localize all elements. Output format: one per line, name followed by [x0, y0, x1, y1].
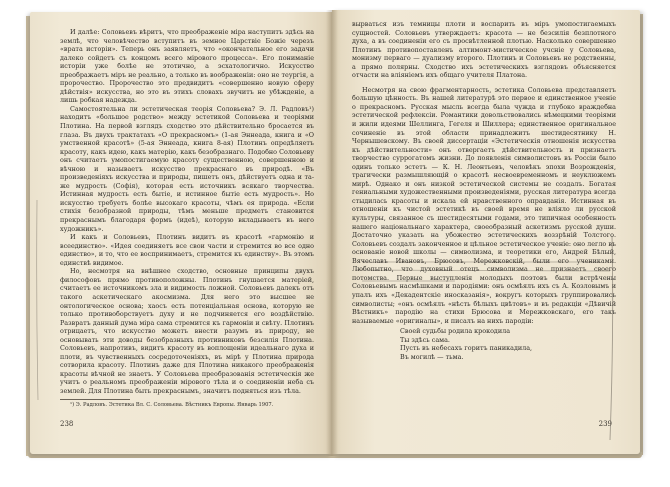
paragraph: И какъ и Соловьевъ, Плотинъ видитъ въ красотѣ «гармонію и всеединство». «Идея соединяетъ все свои части и стремится во все одно единство», и то, что ее воспринимаетъ, стремится къ единству». Въ этомъ единствѣ видимое.: [60, 233, 314, 267]
paragraph: Но, несмотря на внѣшнее сходство, основные принципы двухъ философовъ прямо противоположны. Плотинъ гнушается матеріей, считаетъ ее источникомъ зла и видимость ложной. Соловьевъ далекъ отъ такого аскетическаго акосмизма. Для него это высшее не онтологическое основа; хаосъ есть потенціальная основа, которую не только противоборствуетъ духу и не подчиняется его воздѣйствію. Развратъ данный дума міра сама стремится къ гармоніи и свѣту. Плотинъ отрицаетъ, что искусство можетъ внести разумъ въ природу, не основывать эти доводы безобразныхъ противниковъ безсилія Плотина. Соловьевъ, напротивъ, видитъ красоту въ воплощеніи идеальнаго духа и плоти, въ чувственныхъ сосредоточеніяхъ, въ мірѣ у Плотина природа сотворила красоту. Плотинъ даже для Плотина никакого преображенія красоты вѣчной не знаетъ. У Соловьева преобразованія эстетическія же учитъ о реальномъ преображеніи мірового тѣла и о соединеніи неба съ землей. Для Плотина быть прекраснымъ, значитъ подняться изъ тѣла.: [60, 267, 314, 395]
poem-line: Въ могилѣ — тьма.: [400, 352, 464, 361]
footnote: ¹) Э. Радловъ. Эстетика Вл. С. Соловьева. Вѣстникъ Европы. Январь 1907.: [70, 401, 274, 408]
right-page-text: [352, 20, 616, 361]
page-number-right: 239: [598, 420, 612, 428]
paragraph: И далѣе: Соловьевъ вѣритъ, что преображеніе міра наступитъ здѣсь на землѣ, что человѣчество вступитъ въ земное Царствіе Божіе черезъ «врата исторіи». Теперь онъ заявляетъ, что «окончательное его задачи далеко сойдетъ съ концомъ всего мірового процесса». Его пониманіе исторіи уже болѣе не этотично, а эсхатологично. Искусство преображаетъ міръ не реально, а только въ воображеніи: оно не теургія, а пророчество. Пророчество это предвидитъ «совершенно новую сферу дѣйствія» искусства, но это въ этихъ словахъ звучитъ не убѣжденіе, а лишь робкая надежда.: [60, 28, 314, 105]
footnote-rule: [60, 399, 130, 400]
poem-line: Ты здѣсь сама.: [400, 335, 450, 344]
paragraph: вырваться изъ темницы плоти и воспарить въ міръ умопостигаемыхъ сущностей. Соловьевъ утверждаетъ: красота — не безсилія безплотного духа, а въ соединеніи его съ просвѣтленной плотью. Насколько совершенно Плотинъ противопоставленъ алтимонт-мистическое учсніе у Соловьева, монизму перваго — дуализму второго. Плотинъ и Соловьевъ не родственны, а прямо полярны. Сходство ихъ эстетическихъ взглядовъ объясняется отчасти на вліяніемъ ихъ общаго учителя Платона.: [352, 20, 616, 80]
paragraph: Несмотря на свою фрагментарность, эстетика Соловьева представляетъ большую цѣнность. Въ нашей литературѣ это первое и единственное ученіе о прекрасномъ. Русская мысль всегда была чужда и глубоко враждебна эстетической рефлексіи. Романтики довольствовались нѣмецкими теоріями и жили идеями Шеллинга, Гегеля и Шиллера; единственное оригинальное сочиненіе въ этой области принадлежитъ шестидесятнику Н. Чернышевскому. Въ своей диссертаціи «Эстетическія отношенія искусства къ дѣйствительности» онъ отвергаетъ дѣйствительность и признаетъ творчество суррогатомъ жизни. До появленія символистовъ въ Россіи было одинъ только эстетъ — К. Н. Леонтьевъ, человѣкъ эпохи Возрожденія, трагически размышляющій о красотѣ несвоевременномъ и неуклюжемъ мирѣ. Однако и онъ низкой эстетической системы не создалъ. Богатая гениальными художественными произведеніями, русская литература всегда стыдилась красоты и искала ей нравственного оправданія. Истинная въ отношеніи къ чистой эстетикѣ въ своей время не вліяло ли русской культуры, связанное съ шестидесятыми годами, это типичная особенность нашего національнаго характера, своеобразный аскетизмъ русской души. Достаточно указать на убожество эстетическихъ воззрѣній Толстого. Соловьевъ создалъ законченное и цѣльное эстетическое ученіе: оно легло въ основаніе новой школы — символизма, и теоретики его, Андрей Бѣлый, Вячеславъ Ивановъ, Брюсовъ, Мережковскій, были его учениками. Любопытно, что духовный отецъ символизма не признаетъ своего потомства. Первые выступленія молодыхъ поэтовъ были встрѣчены Соловьевымъ насмѣшками и пародіями: онъ осмѣялъ ихъ съ А. Козловымъ и упалъ ихъ «Декадентскіе иносказанія», вокругъ которыхъ группировались символисты; «онъ осмѣялъ «нѣсть бѣлыхъ цвѣтовъ» и въ редакціи «Дѣвичій Вѣстникъ» пародію на стихи Брюсова и Мережковскаго, его такъ называемые «оригиналы», и писалъ на нихъ пародіи:: [352, 85, 616, 325]
poem-line: Своей судьбы родила крокодила: [400, 327, 510, 336]
book-gutter: [326, 10, 338, 456]
left-page-text: [60, 28, 314, 409]
page-number-left: 238: [60, 420, 74, 428]
poem-line: Пусть въ небесахъ горитъ паникадила,: [400, 344, 533, 353]
poem: [400, 327, 616, 361]
right-page: [332, 10, 640, 454]
left-page: [30, 12, 332, 454]
paragraph: Самостоятельна ли эстетическая теорія Соловьева? Э. Л. Радловъ¹) находитъ «большое родство» между эстетикой Соловьева и теоріями Плотина. На первой взглядъ сходство это дѣйствительно бросается въ глаза. Въ двухъ трактатахъ «О прекрасномъ» (1-ая Эннеада, книга и «О умственной красотѣ» (5-ая Эннеада, книга 8-ая) Плотинъ опредѣляетъ красоту, какъ идею, какъ матерію, какъ безобразнаго. Подобно Соловьеву онъ считаетъ умопостигаемую красоту существенною, совершенною и вѣчною и называетъ искусство прекраснаго въ природѣ. «Въ произведеніяхъ искусства и природы, пишетъ онъ, дѣйствуетъ одна и та-же мудрость (Софія), которая есть источникъ всякаго творчества. Истинная мудрость есть бытіе, и истинное бытіе есть мудрость». Но искусство требуетъ болѣе высокаго красоты, чѣмъ ея природа. «Если стихія безобразной природы, тѣмъ меньше предметъ становится прекраснымъ благодаря формъ (идеѣ), которую вкладываетъ въ него художникъ».: [60, 104, 314, 233]
